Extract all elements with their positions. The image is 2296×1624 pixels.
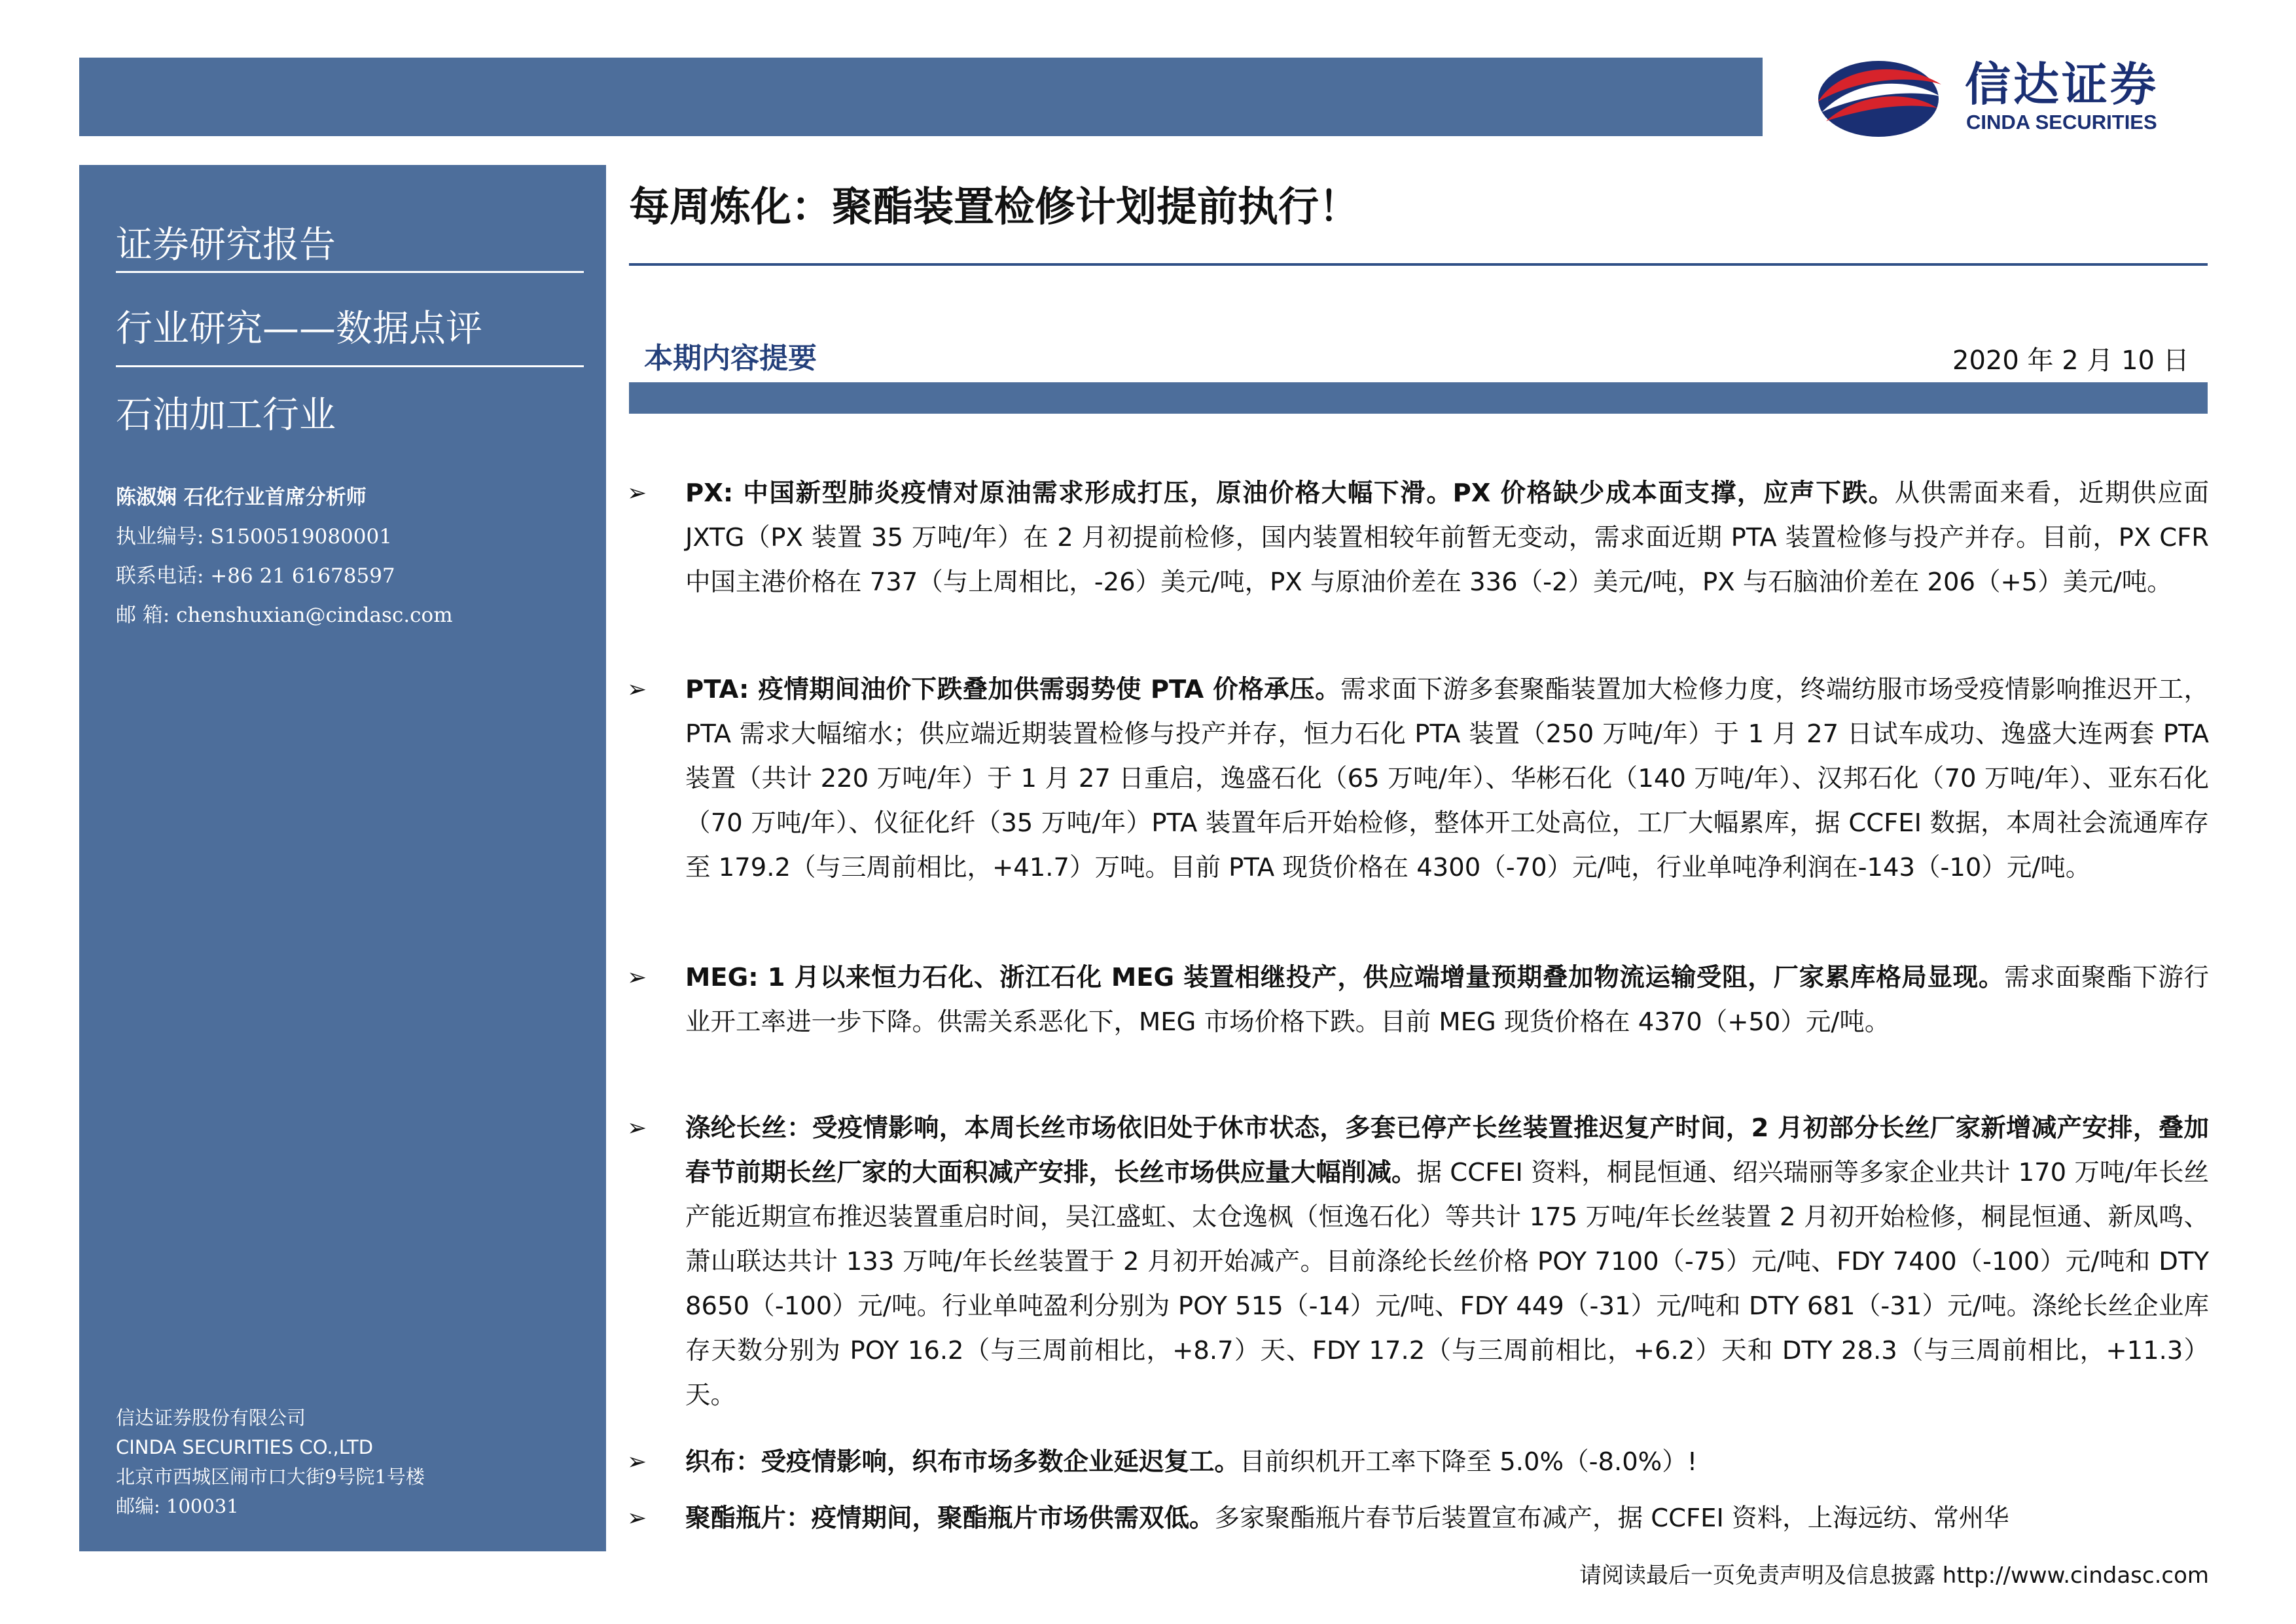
paragraph-body: 从供需面来看，近期供应面 JXTG（PX 装置 35 万吨/年）在 2 月初提前检修，国内装置相较年前暂无变动，需求面近期 PTA 装置检修与投产并存。目前，PX CFR 中国主港价格在 737（与上周相比，-26）美元/吨，PX 与原油价差在 336（-2）美元/吨，PX 与石脑油价差在 206（+5）美元/吨。 bbox=[685, 478, 2209, 597]
bullet-arrow-icon: ➢ bbox=[627, 964, 647, 991]
title-rule bbox=[629, 263, 2208, 266]
logo-chinese-text: 信达证券 bbox=[1965, 58, 2159, 111]
paragraph-body: 需求面聚酯下游行业开工率进一步下降。供需关系恶化下，MEG 市场价格下跌。目前 MEG 现货价格在 4370（+50）元/吨。 bbox=[685, 963, 2209, 1037]
company-postcode: 邮编: 100031 bbox=[116, 1495, 239, 1517]
paragraph-px bbox=[685, 471, 2209, 605]
paragraph-lead: 涤纶长丝：受疫情影响，本周长丝市场依旧处于休市状态，多套已停产长丝装置推迟复产时间，2 月初部分长丝厂家新增减产安排，叠加春节前期长丝厂家的大面积减产安排，长丝市场供应量大幅削减。 bbox=[685, 1113, 2209, 1187]
paragraph-pta bbox=[685, 668, 2209, 890]
bullet-arrow-icon: ➢ bbox=[627, 676, 647, 703]
paragraph-meg bbox=[685, 956, 2209, 1045]
company-name-cn: 信达证券股份有限公司 bbox=[116, 1407, 306, 1429]
bullet-arrow-icon: ➢ bbox=[627, 480, 647, 507]
paragraph-pet-chips bbox=[685, 1496, 2209, 1541]
paragraph-lead: 织布：受疫情影响，织布市场多数企业延迟复工。 bbox=[685, 1447, 1240, 1477]
bullet-arrow-icon: ➢ bbox=[627, 1449, 647, 1475]
header-bar bbox=[79, 58, 1763, 136]
summary-bar bbox=[629, 382, 2208, 414]
paragraph-body: 需求面下游多套聚酯装置加大检修力度，终端纺服市场受疫情影响推迟开工，PTA 需求大幅缩水；供应端近期装置检修与投产并存，恒力石化 PTA 装置（250 万吨/年）于 1 月 27 日试车成功、逸盛大连两套 PTA 装置（共计 220 万吨/年）于 1 月 27 日重启，逸盛石化（65 万吨/年）、华彬石化（140 万吨/年）、汉邦石化（70 万吨/年）、亚东石化（70 万吨/年）、仪征化纤（35 万吨/年）PTA 装置年后开始检修，整体开工处高位，工厂大幅累库，据 CCFEI 数据，本周社会流通库存至 179.2（与三周前相比，+41.7）万吨。目前 PTA 现货价格在 4300（-70）元/吨，行业单吨净利润在-143（-10）元/吨。 bbox=[685, 675, 2209, 882]
company-address: 北京市西城区闹市口大街9号院1号楼 bbox=[116, 1466, 425, 1488]
paragraph-body: 据 CCFEI 资料，桐昆恒通、绍兴瑞丽等多家企业共计 170 万吨/年长丝产能近期宣布推迟装置重启时间，吴江盛虹、太仓逸枫（恒逸石化）等共计 175 万吨/年长丝装置 2 月初开始检修，桐昆恒通、新凤鸣、萧山联达共计 133 万吨/年长丝装置于 2 月初开始减产。目前涤纶长丝价格 POY 7100（-75）元/吨、FDY 7400（-100）元/吨和 DTY 8650（-100）元/吨。行业单吨盈利分别为 POY 515（-14）元/吨、FDY 449（-31）元/吨和 DTY 681（-31）元/吨。涤纶长丝企业库存天数分别为 POY 16.2（与三周前相比，+8.7）天、FDY 17.2（与三周前相比，+6.2）天和 DTY 28.3（与三周前相比，+11.3）天。 bbox=[685, 1158, 2209, 1410]
paragraph-lead: 聚酯瓶片：疫情期间，聚酯瓶片市场供需双低。 bbox=[685, 1504, 1215, 1533]
bullet-arrow-icon: ➢ bbox=[627, 1115, 647, 1142]
report-type-heading: 证券研究报告 bbox=[116, 224, 336, 266]
logo-english-text: CINDA SECURITIES bbox=[1966, 111, 2157, 134]
analyst-email: 邮 箱: chenshuxian@cindasc.com bbox=[116, 604, 453, 627]
summary-label: 本期内容提要 bbox=[644, 342, 817, 375]
paragraph-body: 目前织机开工率下降至 5.0%（-8.0%）! bbox=[1240, 1447, 1698, 1477]
sidebar-divider bbox=[116, 365, 584, 367]
paragraph-lead: PX: 中国新型肺炎疫情对原油需求形成打压，原油价格大幅下滑。PX 价格缺少成本面支撑，应声下跌。 bbox=[685, 478, 1895, 508]
cinda-logo bbox=[1813, 56, 2212, 141]
bullet-arrow-icon: ➢ bbox=[627, 1505, 647, 1532]
company-name-en: CINDA SECURITIES CO.,LTD bbox=[116, 1436, 374, 1458]
paragraph-polyester-filament bbox=[685, 1106, 2209, 1418]
industry-heading: 石油加工行业 bbox=[116, 394, 336, 437]
analyst-phone: 联系电话: +86 21 61678597 bbox=[116, 564, 395, 588]
footer-disclaimer: 请阅读最后一页免责声明及信息披露 http://www.cindasc.com bbox=[1579, 1562, 2209, 1589]
paragraph-lead: PTA: 疫情期间油价下跌叠加供需弱势使 PTA 价格承压。 bbox=[685, 675, 1341, 704]
paragraph-body: 多家聚酯瓶片春节后装置宣布减产，据 CCFEI 资料，上海远纺、常州华 bbox=[1214, 1504, 2009, 1533]
analyst-license: 执业编号: S1500519080001 bbox=[116, 525, 392, 549]
report-title: 每周炼化：聚酯装置检修计划提前执行！ bbox=[629, 183, 1360, 230]
sidebar-panel bbox=[79, 165, 606, 1551]
paragraph-lead: MEG: 1 月以来恒力石化、浙江石化 MEG 装置相继投产，供应端增量预期叠加物流运输受阻，厂家累库格局显现。 bbox=[685, 963, 2005, 992]
cinda-logo-mark-icon bbox=[1813, 56, 1944, 141]
report-date: 2020 年 2 月 10 日 bbox=[1952, 346, 2189, 376]
analyst-name: 陈淑娴 石化行业首席分析师 bbox=[116, 486, 367, 509]
paragraph-weaving bbox=[685, 1440, 2209, 1485]
sidebar-divider bbox=[116, 271, 584, 273]
report-category-heading: 行业研究——数据点评 bbox=[116, 308, 482, 350]
